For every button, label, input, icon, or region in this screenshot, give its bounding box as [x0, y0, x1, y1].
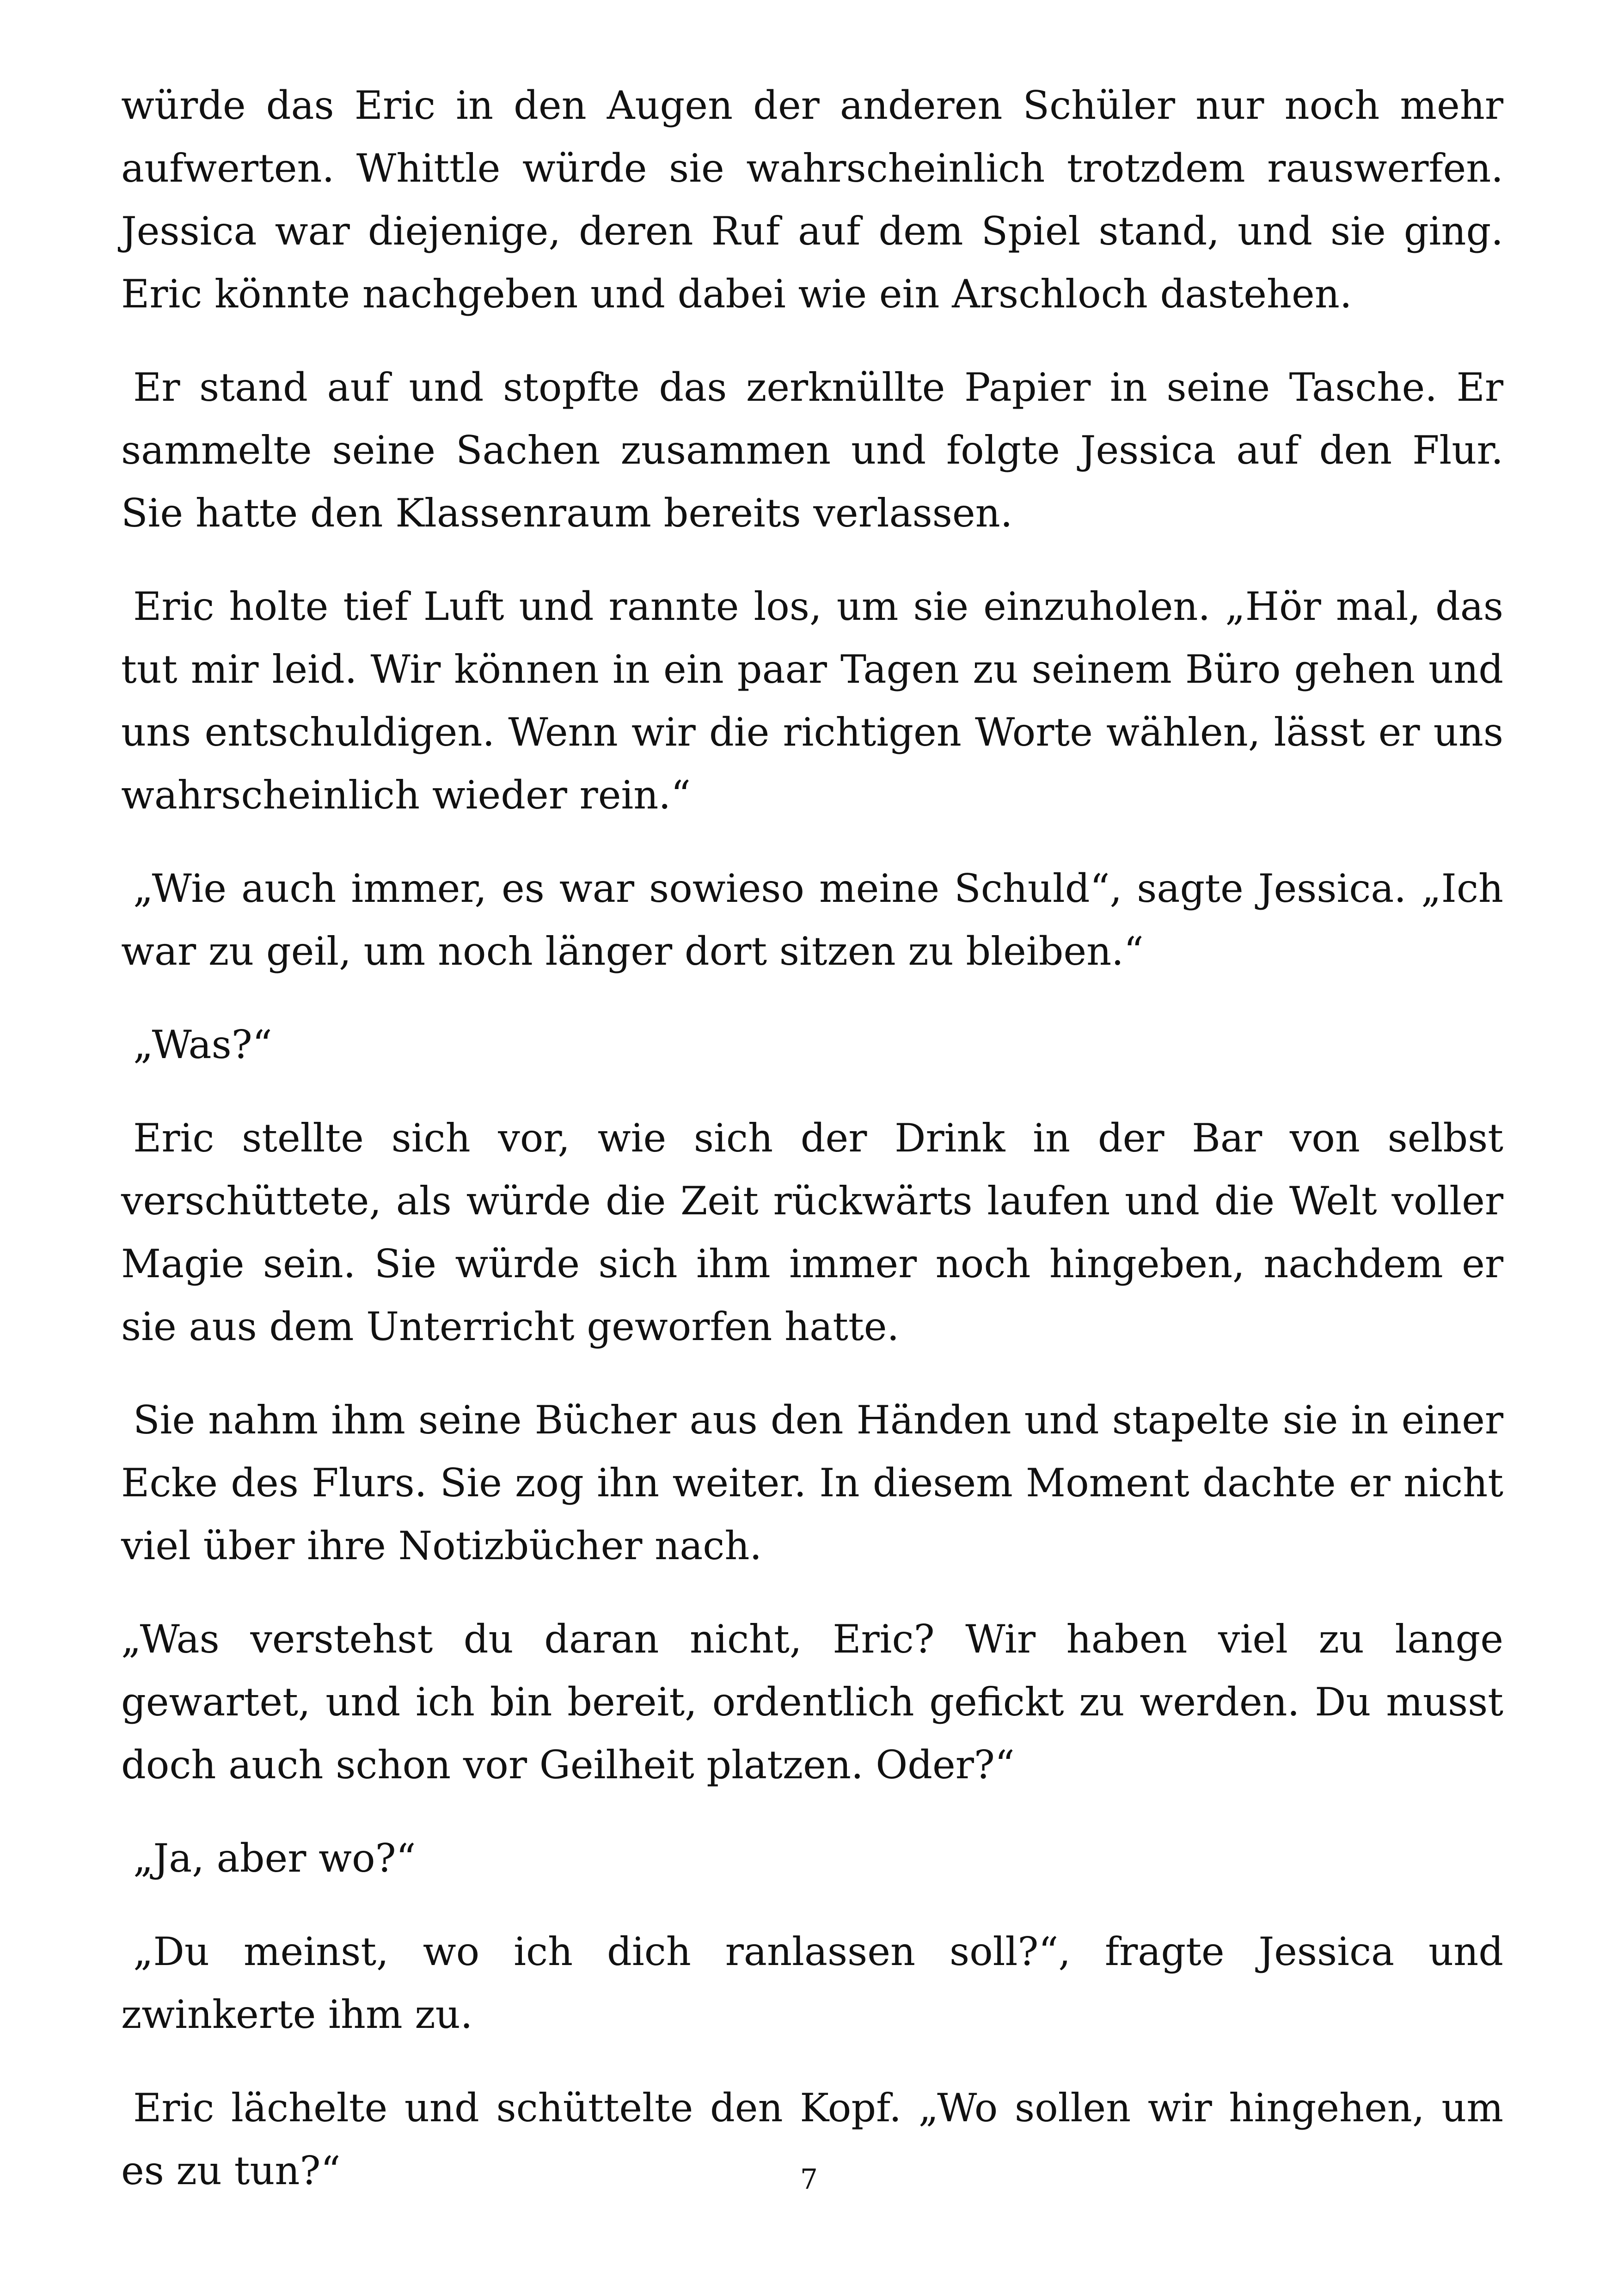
paragraph: Eric lächelte und schüttelte den Kopf. „Wo sollen wir hingehen, um es zu tun?“ — [121, 2085, 1503, 2193]
body-text — [121, 74, 1503, 2233]
paragraph: „Ja, aber wo?“ — [133, 1836, 416, 1881]
paragraph: „Du meinst, wo ich dich ranlassen soll?“, fragte Jessica und zwinkerte ihm zu. — [121, 1929, 1503, 2037]
paragraph: Eric holte tief Luft und rannte los, um sie einzuholen. „Hör mal, das tut mir leid. Wir können in ein paar Tagen zu seinem Büro gehen und uns entschuldigen. Wenn wir die richtigen Worte wählen, lässt er uns wahrscheinlich wieder rein.“ — [121, 584, 1503, 818]
paragraph: „Was?“ — [133, 1022, 272, 1067]
paragraph: Eric stellte sich vor, wie sich der Drink in der Bar von selbst verschüttete, als würde die Zeit rückwärts laufen und die Welt voller Magie sein. Sie würde sich ihm immer noch hingeben, nachdem er sie aus dem Unterricht geworfen hatte. — [121, 1115, 1503, 1349]
paragraph: Er stand auf und stopfte das zerknüllte Papier in seine Tasche. Er sammelte seine Sachen zusammen und folgte Jessica auf den Flur. Sie hatte den Klassenraum bereits verlassen. — [121, 365, 1503, 536]
paragraph: würde das Eric in den Augen der anderen Schüler nur noch mehr aufwerten. Whittle würde sie wahrscheinlich trotzdem rauswerfen. Jessica war diejenige, deren Ruf auf dem Spiel stand, und sie ging. Eric könnte nachgeben und dabei wie ein Arschloch dastehen. — [121, 83, 1503, 317]
page-number: 7 — [800, 2163, 818, 2196]
paragraph: Sie nahm ihm seine Bücher aus den Händen und stapelte sie in einer Ecke des Flurs. Sie zog ihn weiter. In diesem Moment dachte er nicht viel über ihre Notizbücher nach. — [121, 1397, 1503, 1568]
paragraph: „Wie auch immer, es war sowieso meine Schuld“, sagte Jessica. „Ich war zu geil, um noch länger dort sitzen zu bleiben.“ — [121, 866, 1503, 974]
paragraph: „Was verstehst du daran nicht, Eric? Wir haben viel zu lange gewartet, und ich bin bereit, ordentlich gefickt zu werden. Du musst doch auch schon vor Geilheit platzen. Oder?“ — [121, 1616, 1503, 1788]
